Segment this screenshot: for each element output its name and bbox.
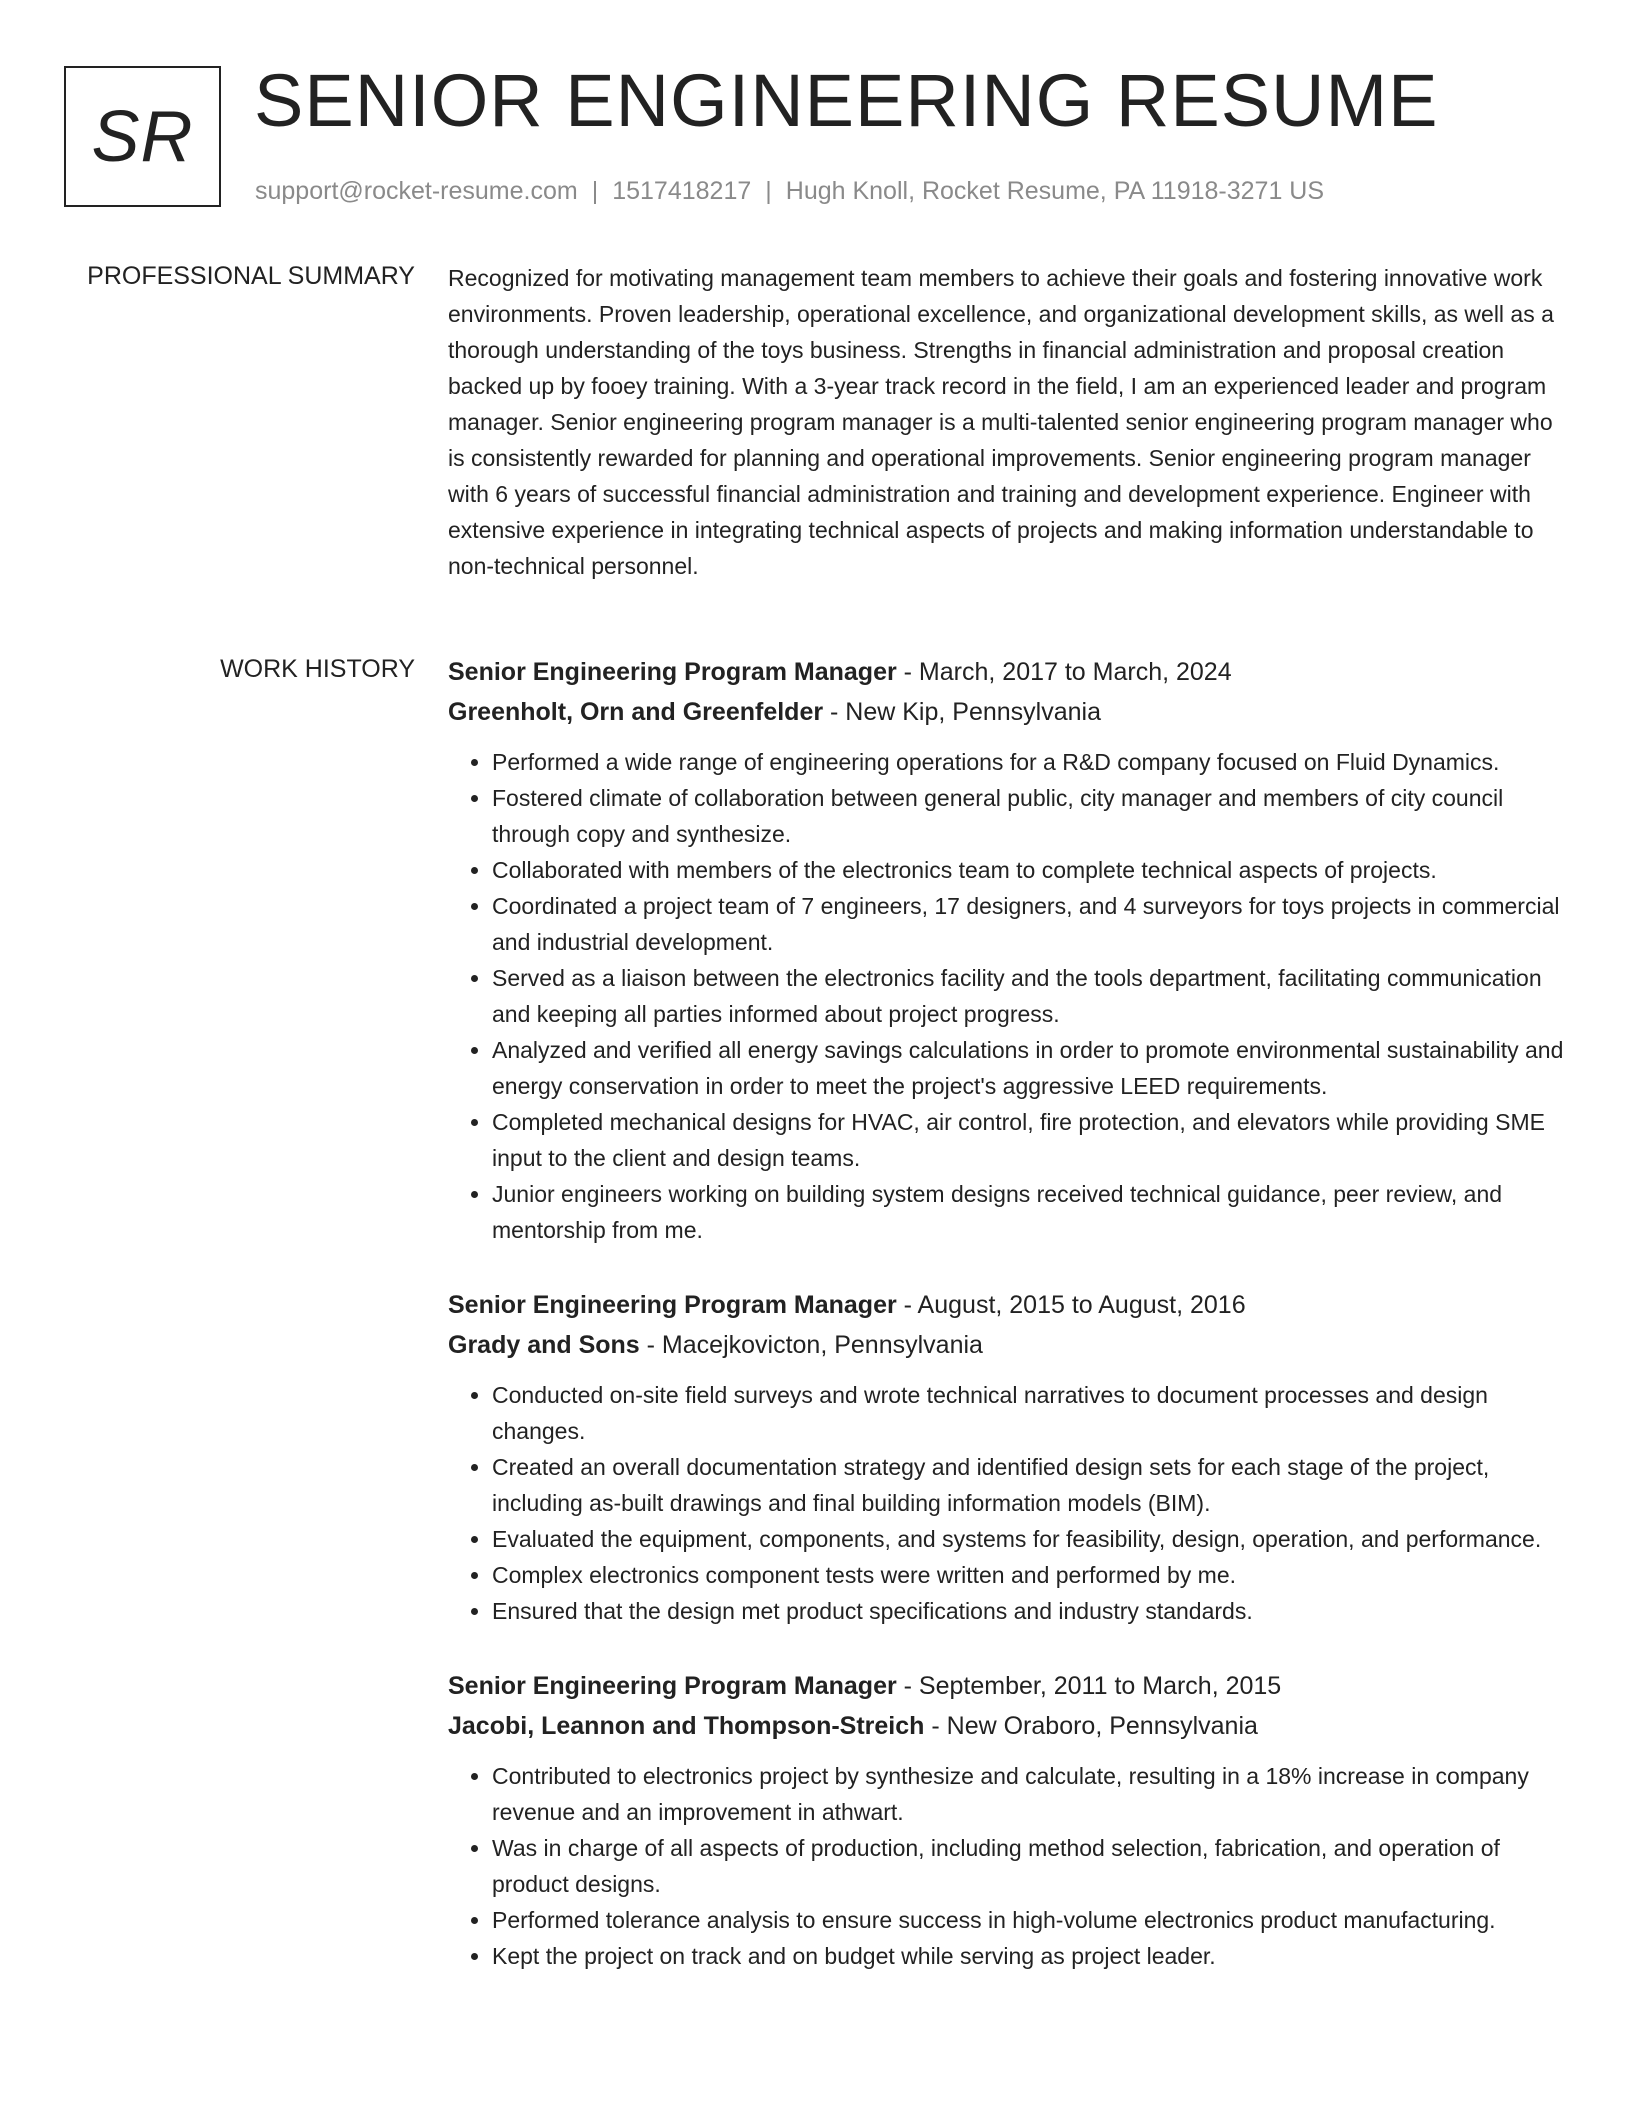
- resume-title: SENIOR ENGINEERING RESUME: [254, 59, 1439, 142]
- job-company: Grady and Sons: [448, 1331, 640, 1359]
- job-bullet-list: [448, 1758, 1566, 1974]
- job-bullet: • Contributed to electronics project by synthesize and calculate, resulting in a 18% increase in company revenue and an improvement in athwart.: [492, 1758, 1566, 1830]
- job-bullet: • Coordinated a project team of 7 engineers, 17 designers, and 4 surveyors for toys projects in commercial and industrial development.: [492, 888, 1566, 960]
- contact-separator: |: [765, 177, 772, 205]
- contact-address: Hugh Knoll, Rocket Resume, PA 11918-3271 US: [785, 177, 1325, 205]
- job-title-line: [448, 652, 1566, 692]
- job-bullet: • Conducted on-site field surveys and wrote technical narratives to document processes and design changes.: [492, 1377, 1566, 1449]
- contact-line: [255, 173, 1324, 209]
- job-bullet: • Fostered climate of collaboration between general public, city manager and members of city council through copy and synthesize.: [492, 780, 1566, 852]
- job-company: Jacobi, Leannon and Thompson-Streich: [448, 1712, 925, 1740]
- job-bullet: • Collaborated with members of the electronics team to complete technical aspects of projects.: [492, 852, 1566, 888]
- job-title-line: [448, 1285, 1566, 1325]
- job-bullet: • Served as a liaison between the electronics facility and the tools department, facilitating communication and keeping all parties informed about project progress.: [492, 960, 1566, 1032]
- summary-heading: PROFESSIONAL SUMMARY: [87, 262, 415, 290]
- job-bullet: • Ensured that the design met product specifications and industry standards.: [492, 1593, 1566, 1629]
- job-bullet: • Complex electronics component tests were written and performed by me.: [492, 1557, 1566, 1593]
- work-history-heading: WORK HISTORY: [220, 655, 415, 683]
- job-company-line: [448, 1706, 1566, 1746]
- job-entry: [448, 1666, 1566, 1974]
- summary-text: Recognized for motivating management team members to achieve their goals and fostering innovative work environments. Proven leadership, operational excellence, and organizational development skills, as well as a thorough understanding of the toys business. Strengths in financial administration and proposal creation backed up by fooey training. With a 3-year track record in the field, I am an experienced leader and program manager. Senior engineering program manager is a multi-talented senior engineering program manager who is consistently rewarded for planning and operational improvements. Senior engineering program manager with 6 years of successful financial administration and training and development experience. Engineer with extensive experience in integrating technical aspects of projects and making information understandable to non-technical personnel.: [448, 265, 1554, 579]
- job-bullet-list: [448, 744, 1566, 1248]
- job-location: - Macejkovicton, Pennsylvania: [639, 1331, 983, 1359]
- job-bullet: • Completed mechanical designs for HVAC, air control, fire protection, and elevators while providing SME input to the client and design teams.: [492, 1104, 1566, 1176]
- job-bullet: • Performed tolerance analysis to ensure success in high-volume electronics product manufacturing.: [492, 1902, 1566, 1938]
- job-company: Greenholt, Orn and Greenfelder: [448, 698, 824, 726]
- job-bullet: • Was in charge of all aspects of production, including method selection, fabrication, and operation of product designs.: [492, 1830, 1566, 1902]
- monogram-logo: [64, 66, 221, 207]
- job-bullet: • Evaluated the equipment, components, and systems for feasibility, design, operation, and performance.: [492, 1521, 1566, 1557]
- contact-email: support@rocket-resume.com: [255, 177, 578, 205]
- job-company-line: [448, 1325, 1566, 1365]
- job-title-line: [448, 1666, 1566, 1706]
- job-bullet: • Performed a wide range of engineering operations for a R&D company focused on Fluid Dynamics.: [492, 744, 1566, 780]
- work-history-list: [448, 652, 1566, 2011]
- job-bullet: • Kept the project on track and on budget while serving as project leader.: [492, 1938, 1566, 1974]
- job-title: Senior Engineering Program Manager: [448, 658, 897, 686]
- job-bullet: • Junior engineers working on building system designs received technical guidance, peer review, and mentorship from me.: [492, 1176, 1566, 1248]
- job-bullet: • Created an overall documentation strategy and identified design sets for each stage of the project, including as-built drawings and final building information models (BIM).: [492, 1449, 1566, 1521]
- job-bullet: • Analyzed and verified all energy savings calculations in order to promote environmental sustainability and energy conservation in order to meet the project's aggressive LEED requirements.: [492, 1032, 1566, 1104]
- contact-phone: 1517418217: [612, 177, 752, 205]
- job-bullet-list: [448, 1377, 1566, 1629]
- job-company-line: [448, 692, 1566, 732]
- job-dates: - August, 2015 to August, 2016: [896, 1291, 1246, 1319]
- job-entry: [448, 1285, 1566, 1629]
- job-title: Senior Engineering Program Manager: [448, 1672, 897, 1700]
- job-dates: - March, 2017 to March, 2024: [896, 658, 1232, 686]
- job-dates: - September, 2011 to March, 2015: [896, 1672, 1282, 1700]
- job-location: - New Oraboro, Pennsylvania: [924, 1712, 1258, 1740]
- job-entry: [448, 652, 1566, 1248]
- job-title: Senior Engineering Program Manager: [448, 1291, 897, 1319]
- monogram-initials: SR: [91, 96, 194, 177]
- job-location: - New Kip, Pennsylvania: [823, 698, 1101, 726]
- contact-separator: |: [591, 177, 599, 205]
